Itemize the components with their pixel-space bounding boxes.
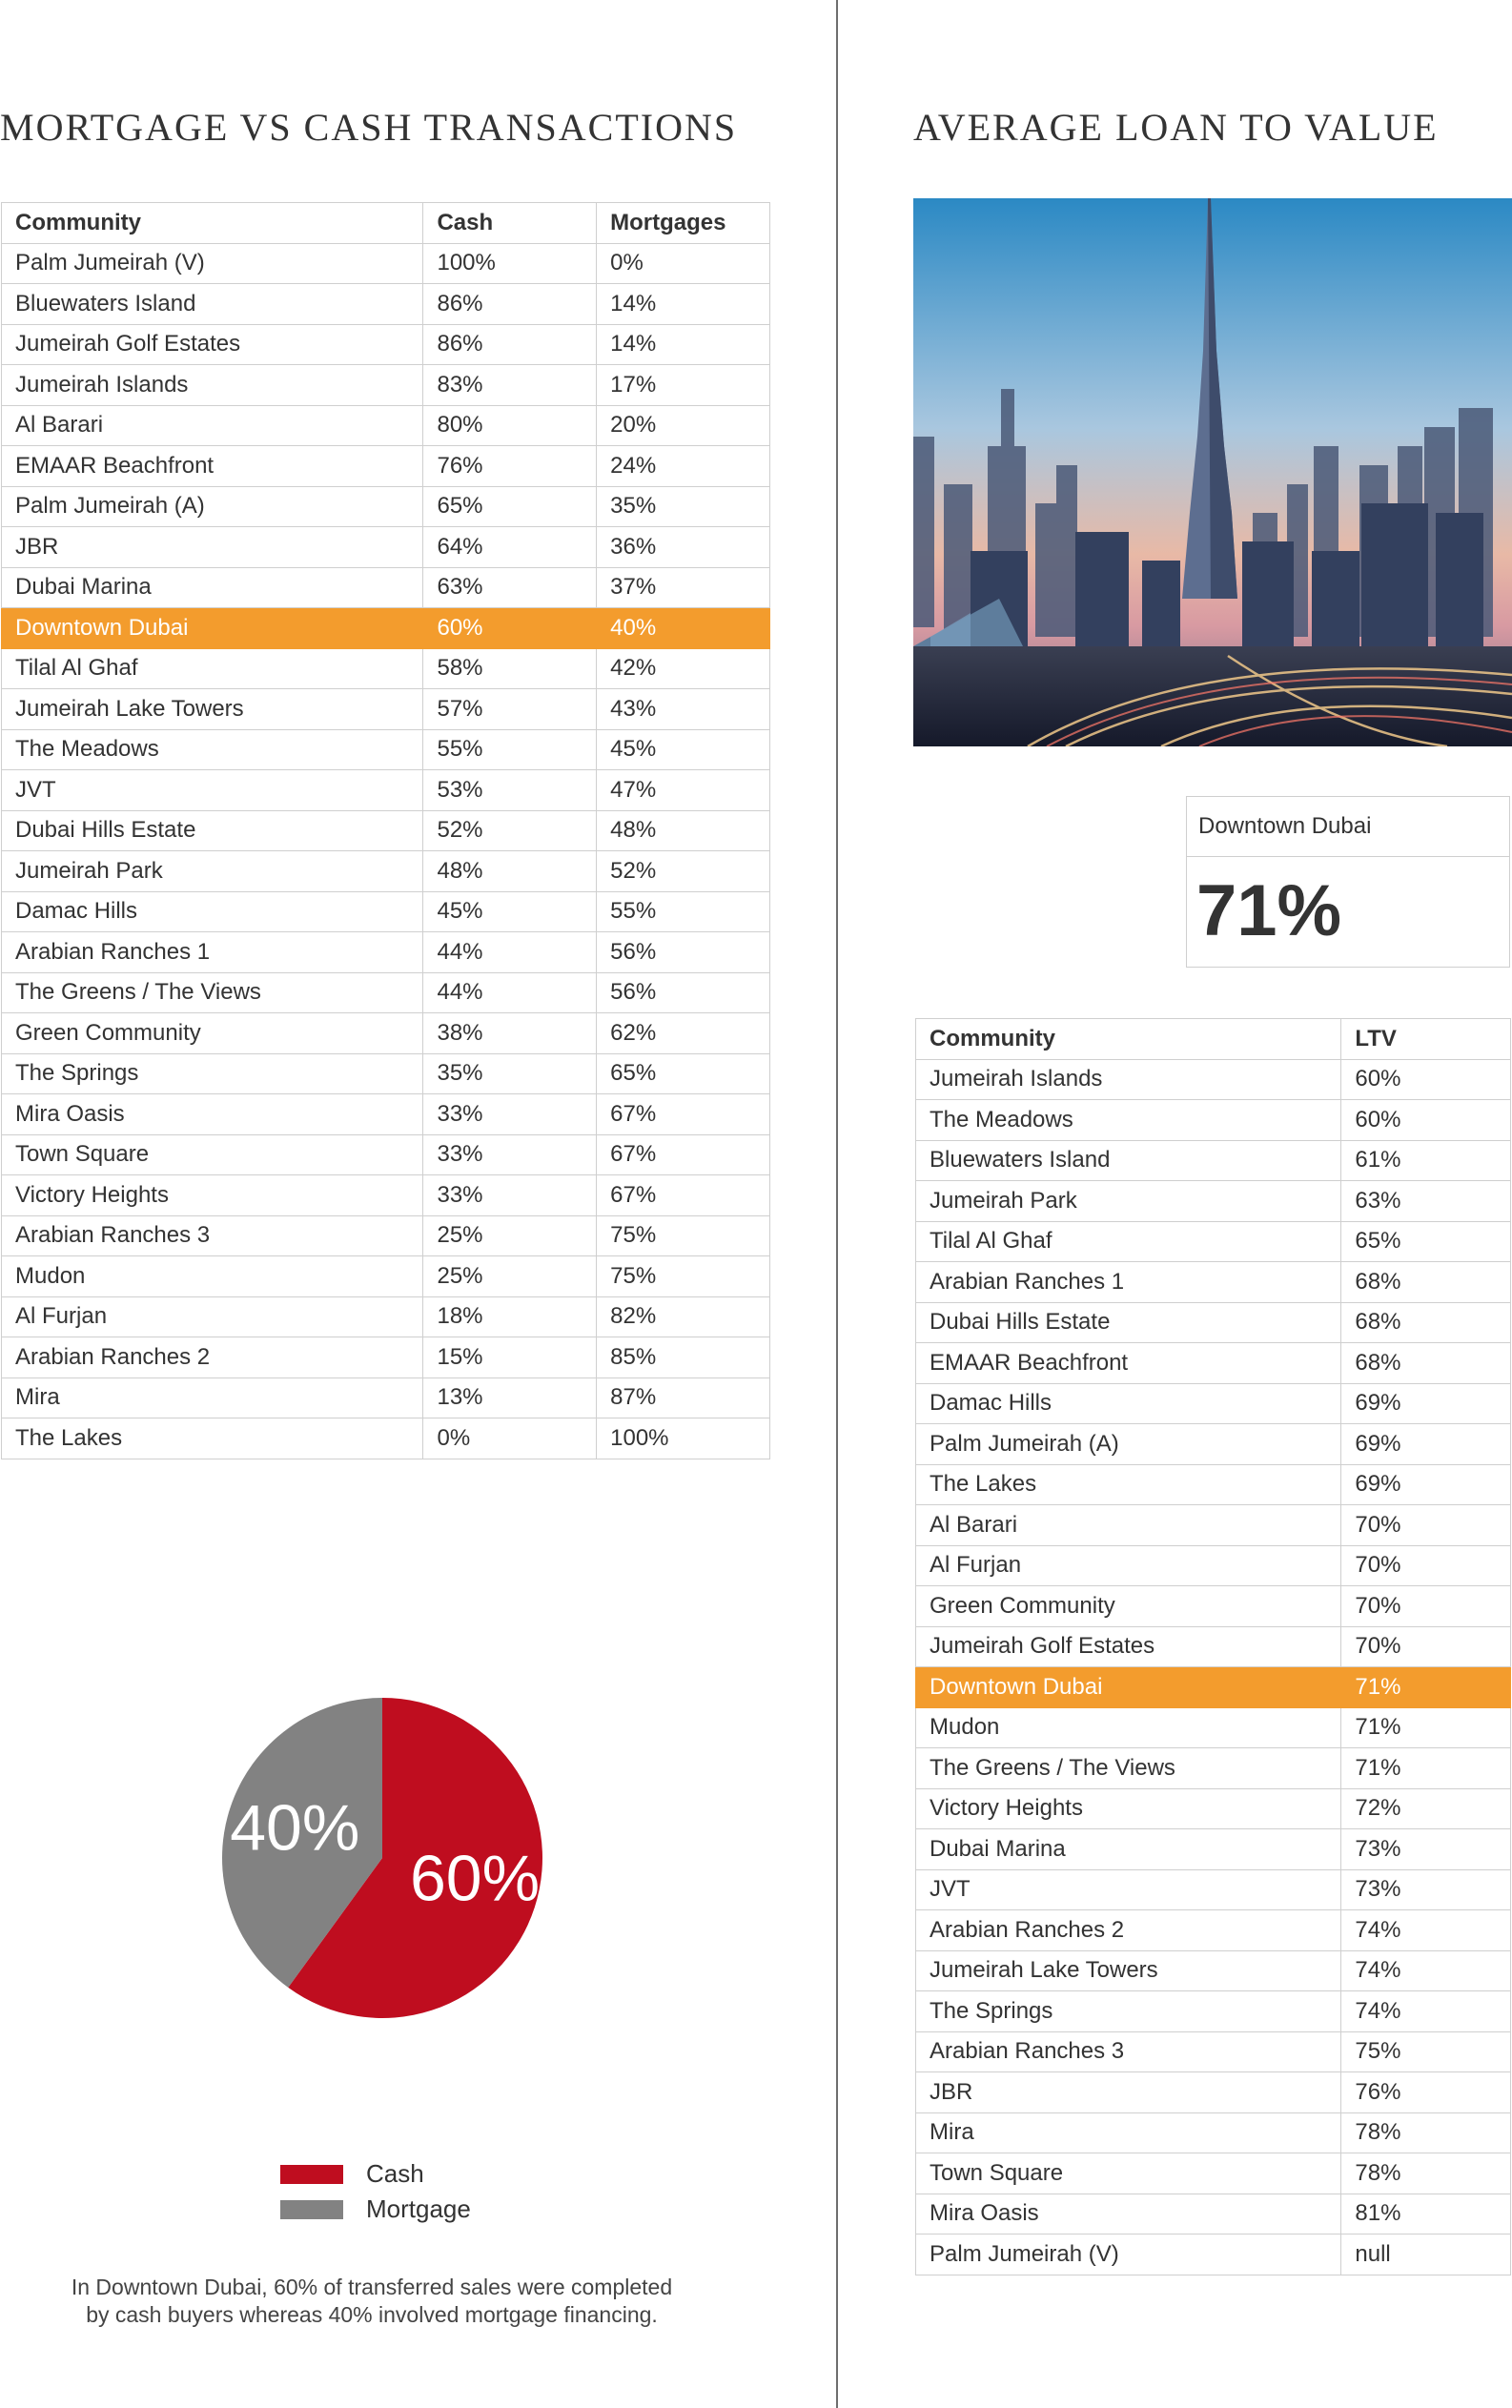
cell-community: JBR xyxy=(2,527,423,568)
cell-cash: 48% xyxy=(423,851,597,892)
cell-community: Arabian Ranches 1 xyxy=(916,1262,1341,1303)
cell-cash: 65% xyxy=(423,486,597,527)
table-row xyxy=(916,1140,1511,1181)
cell-community: Jumeirah Park xyxy=(2,851,423,892)
table-row xyxy=(2,446,770,487)
cell-cash: 45% xyxy=(423,891,597,932)
table-row xyxy=(916,1302,1511,1343)
table-row xyxy=(916,1383,1511,1424)
cell-mortgages: 40% xyxy=(597,608,770,649)
dubai-skyline-image xyxy=(913,198,1512,746)
cell-ltv: 72% xyxy=(1341,1788,1511,1829)
table-row xyxy=(916,1262,1511,1303)
cell-mortgages: 75% xyxy=(597,1256,770,1297)
cell-cash: 0% xyxy=(423,1418,597,1459)
cell-community: Town Square xyxy=(2,1134,423,1175)
cell-ltv: 69% xyxy=(1341,1464,1511,1505)
average-ltv-title: AVERAGE LOAN TO VALUE xyxy=(913,106,1439,149)
cell-ltv: 70% xyxy=(1341,1586,1511,1627)
legend-label-mortgage: Mortgage xyxy=(366,2194,471,2223)
cell-mortgages: 67% xyxy=(597,1094,770,1135)
cell-community: Al Furjan xyxy=(916,1545,1341,1586)
cell-community: Jumeirah Lake Towers xyxy=(916,1950,1341,1991)
cell-community: Mudon xyxy=(2,1256,423,1297)
cell-ltv: 71% xyxy=(1341,1667,1511,1708)
cell-mortgages: 85% xyxy=(597,1337,770,1378)
cell-ltv: 73% xyxy=(1341,1829,1511,1870)
cell-community: Victory Heights xyxy=(2,1175,423,1216)
cell-mortgages: 75% xyxy=(597,1215,770,1256)
legend-swatch-mortgage xyxy=(280,2200,343,2219)
table-row xyxy=(2,1215,770,1256)
cell-mortgages: 43% xyxy=(597,689,770,730)
cell-mortgages: 0% xyxy=(597,243,770,284)
table-row xyxy=(916,1221,1511,1262)
table-row xyxy=(2,851,770,892)
cell-ltv: 71% xyxy=(1341,1707,1511,1748)
cell-community: The Greens / The Views xyxy=(916,1748,1341,1789)
cell-ltv: 69% xyxy=(1341,1424,1511,1465)
cell-community: Bluewaters Island xyxy=(2,284,423,325)
pie-label-cash: 60% xyxy=(409,1842,541,1915)
table-row xyxy=(916,1424,1511,1465)
cell-cash: 44% xyxy=(423,972,597,1013)
cell-mortgages: 17% xyxy=(597,365,770,406)
cell-cash: 86% xyxy=(423,324,597,365)
cell-mortgages: 42% xyxy=(597,648,770,689)
downtown-ltv-card xyxy=(1186,796,1510,968)
table-row xyxy=(916,2235,1511,2275)
cell-community: Al Furjan xyxy=(2,1296,423,1337)
table-row xyxy=(916,1626,1511,1667)
column-divider xyxy=(836,0,838,2408)
cell-community: Damac Hills xyxy=(916,1383,1341,1424)
cell-mortgages: 55% xyxy=(597,891,770,932)
cell-cash: 100% xyxy=(423,243,597,284)
cell-ltv: 63% xyxy=(1341,1181,1511,1222)
cell-ltv: 60% xyxy=(1341,1100,1511,1141)
cell-cash: 38% xyxy=(423,1013,597,1054)
table-row xyxy=(916,1343,1511,1384)
cell-ltv: 68% xyxy=(1341,1343,1511,1384)
cell-mortgages: 52% xyxy=(597,851,770,892)
cell-cash: 64% xyxy=(423,527,597,568)
cell-cash: 60% xyxy=(423,608,597,649)
cell-mortgages: 82% xyxy=(597,1296,770,1337)
cell-mortgages: 48% xyxy=(597,810,770,851)
cell-community: Arabian Ranches 2 xyxy=(916,1910,1341,1951)
cell-ltv: 68% xyxy=(1341,1302,1511,1343)
cell-mortgages: 87% xyxy=(597,1377,770,1418)
cell-community: Palm Jumeirah (A) xyxy=(916,1424,1341,1465)
cell-community: Al Barari xyxy=(916,1505,1341,1546)
cell-mortgages: 100% xyxy=(597,1418,770,1459)
cell-cash: 55% xyxy=(423,729,597,770)
cell-cash: 18% xyxy=(423,1296,597,1337)
table-row xyxy=(2,891,770,932)
cell-community: Jumeirah Islands xyxy=(2,365,423,406)
pie-caption: In Downtown Dubai, 60% of transferred sales were completed by cash buyers whereas 40% involved mortgage financing. xyxy=(71,2275,673,2327)
cell-ltv: 78% xyxy=(1341,2112,1511,2153)
cell-cash: 53% xyxy=(423,770,597,811)
table-row xyxy=(916,1059,1511,1100)
cell-mortgages: 24% xyxy=(597,446,770,487)
cell-community: Tilal Al Ghaf xyxy=(916,1221,1341,1262)
cell-community: Arabian Ranches 3 xyxy=(916,2031,1341,2072)
cell-community: Palm Jumeirah (A) xyxy=(2,486,423,527)
cell-community: Palm Jumeirah (V) xyxy=(916,2235,1341,2275)
cell-community: Jumeirah Lake Towers xyxy=(2,689,423,730)
cell-ltv: 69% xyxy=(1341,1383,1511,1424)
table-row xyxy=(916,1788,1511,1829)
cell-ltv: 81% xyxy=(1341,2194,1511,2235)
table-row xyxy=(2,1418,770,1459)
cell-ltv: 68% xyxy=(1341,1262,1511,1303)
table-row-highlighted xyxy=(2,608,770,649)
cell-community: Mira Oasis xyxy=(2,1094,423,1135)
pie-label-mortgage: 40% xyxy=(230,1791,360,1865)
header-ltv: LTV xyxy=(1341,1019,1511,1060)
cell-community: Arabian Ranches 2 xyxy=(2,1337,423,1378)
cell-cash: 80% xyxy=(423,405,597,446)
cell-ltv: 70% xyxy=(1341,1505,1511,1546)
table-row xyxy=(916,1586,1511,1627)
cell-cash: 25% xyxy=(423,1256,597,1297)
cell-community: Town Square xyxy=(916,2153,1341,2194)
table-row xyxy=(2,1134,770,1175)
legend-item-mortgage xyxy=(280,2192,471,2227)
cell-community: The Meadows xyxy=(916,1100,1341,1141)
cell-community: The Springs xyxy=(916,1991,1341,2032)
cell-community: Jumeirah Park xyxy=(916,1181,1341,1222)
cell-cash: 83% xyxy=(423,365,597,406)
cell-community: Mudon xyxy=(916,1707,1341,1748)
cell-cash: 33% xyxy=(423,1175,597,1216)
mortgage-vs-cash-table xyxy=(1,202,770,1459)
table-row-highlighted xyxy=(916,1667,1511,1708)
cell-ltv: 74% xyxy=(1341,1950,1511,1991)
table-row xyxy=(916,1545,1511,1586)
cell-community: EMAAR Beachfront xyxy=(916,1343,1341,1384)
cell-cash: 15% xyxy=(423,1337,597,1378)
table-row xyxy=(2,729,770,770)
cell-mortgages: 14% xyxy=(597,284,770,325)
table-row xyxy=(2,932,770,973)
table-row xyxy=(916,2072,1511,2113)
cell-ltv: 74% xyxy=(1341,1991,1511,2032)
cell-ltv: 75% xyxy=(1341,2031,1511,2072)
table-row xyxy=(916,1950,1511,1991)
cell-mortgages: 62% xyxy=(597,1013,770,1054)
table-row xyxy=(916,1829,1511,1870)
cell-community: Mira Oasis xyxy=(916,2194,1341,2235)
table-row xyxy=(916,1181,1511,1222)
cell-community: Jumeirah Golf Estates xyxy=(2,324,423,365)
legend-item-cash xyxy=(280,2156,471,2192)
cell-community: Al Barari xyxy=(2,405,423,446)
cell-cash: 33% xyxy=(423,1134,597,1175)
table-row xyxy=(916,2153,1511,2194)
cell-mortgages: 67% xyxy=(597,1134,770,1175)
table-row xyxy=(2,972,770,1013)
table-row xyxy=(2,324,770,365)
cell-ltv: 65% xyxy=(1341,1221,1511,1262)
cell-community: The Greens / The Views xyxy=(2,972,423,1013)
cell-community: Dubai Marina xyxy=(916,1829,1341,1870)
cell-cash: 57% xyxy=(423,689,597,730)
cell-community: The Springs xyxy=(2,1053,423,1094)
cell-mortgages: 45% xyxy=(597,729,770,770)
legend-swatch-cash xyxy=(280,2165,343,2184)
cell-cash: 33% xyxy=(423,1094,597,1135)
header-mortgages: Mortgages xyxy=(597,203,770,244)
table-row xyxy=(2,810,770,851)
cell-cash: 44% xyxy=(423,932,597,973)
cell-mortgages: 56% xyxy=(597,932,770,973)
table-row xyxy=(2,1175,770,1216)
cell-ltv: 70% xyxy=(1341,1545,1511,1586)
table-row xyxy=(916,2112,1511,2153)
cell-community: The Lakes xyxy=(916,1464,1341,1505)
table-row xyxy=(2,405,770,446)
table-row xyxy=(2,1013,770,1054)
table-row xyxy=(916,1991,1511,2032)
cell-community: The Meadows xyxy=(2,729,423,770)
header-cash: Cash xyxy=(423,203,597,244)
table-row xyxy=(2,689,770,730)
cell-community: Victory Heights xyxy=(916,1788,1341,1829)
cell-community: EMAAR Beachfront xyxy=(2,446,423,487)
table-row xyxy=(916,1505,1511,1546)
table-row xyxy=(2,1377,770,1418)
cell-community: The Lakes xyxy=(2,1418,423,1459)
ltv-card-value: 71% xyxy=(1196,870,1342,951)
table-row xyxy=(916,2031,1511,2072)
table-row xyxy=(916,2194,1511,2235)
cell-ltv: 73% xyxy=(1341,1869,1511,1910)
table-row xyxy=(916,1869,1511,1910)
table-row xyxy=(2,243,770,284)
table-row xyxy=(916,1707,1511,1748)
cell-community: Palm Jumeirah (V) xyxy=(2,243,423,284)
table-header-row xyxy=(2,203,770,244)
cell-community: Dubai Marina xyxy=(2,567,423,608)
cell-community: Mira xyxy=(2,1377,423,1418)
cell-mortgages: 56% xyxy=(597,972,770,1013)
header-community: Community xyxy=(916,1019,1341,1060)
cash-mortgage-pie-chart xyxy=(122,1598,643,2118)
cell-ltv: 74% xyxy=(1341,1910,1511,1951)
cell-community: JBR xyxy=(916,2072,1341,2113)
cell-community: Green Community xyxy=(916,1586,1341,1627)
cell-mortgages: 20% xyxy=(597,405,770,446)
table-row xyxy=(2,1256,770,1297)
cell-community: JVT xyxy=(2,770,423,811)
cell-mortgages: 14% xyxy=(597,324,770,365)
legend-label-cash: Cash xyxy=(366,2159,424,2188)
table-row xyxy=(2,1053,770,1094)
cell-community: Downtown Dubai xyxy=(916,1667,1341,1708)
cell-ltv: 61% xyxy=(1341,1140,1511,1181)
cell-cash: 52% xyxy=(423,810,597,851)
cell-mortgages: 67% xyxy=(597,1175,770,1216)
cell-community: Damac Hills xyxy=(2,891,423,932)
cell-mortgages: 35% xyxy=(597,486,770,527)
cell-mortgages: 47% xyxy=(597,770,770,811)
table-row xyxy=(2,1094,770,1135)
cell-community: Mira xyxy=(916,2112,1341,2153)
cell-community: Tilal Al Ghaf xyxy=(2,648,423,689)
cell-community: Dubai Hills Estate xyxy=(916,1302,1341,1343)
cell-community: Dubai Hills Estate xyxy=(2,810,423,851)
cell-ltv: 76% xyxy=(1341,2072,1511,2113)
table-row xyxy=(2,1296,770,1337)
cell-mortgages: 65% xyxy=(597,1053,770,1094)
mortgage-vs-cash-title: MORTGAGE VS CASH TRANSACTIONS xyxy=(0,106,738,149)
table-row xyxy=(2,527,770,568)
cell-cash: 63% xyxy=(423,567,597,608)
cell-cash: 13% xyxy=(423,1377,597,1418)
cell-community: Downtown Dubai xyxy=(2,608,423,649)
ltv-card-label: Downtown Dubai xyxy=(1187,797,1509,857)
table-row xyxy=(2,284,770,325)
table-row xyxy=(916,1748,1511,1789)
cell-cash: 76% xyxy=(423,446,597,487)
ltv-table xyxy=(915,1018,1511,2275)
cell-cash: 25% xyxy=(423,1215,597,1256)
cell-ltv: 71% xyxy=(1341,1748,1511,1789)
cell-community: Green Community xyxy=(2,1013,423,1054)
cell-community: Jumeirah Golf Estates xyxy=(916,1626,1341,1667)
cell-community: Arabian Ranches 3 xyxy=(2,1215,423,1256)
header-community: Community xyxy=(2,203,423,244)
table-row xyxy=(2,770,770,811)
table-row xyxy=(2,486,770,527)
cell-ltv: 70% xyxy=(1341,1626,1511,1667)
cell-community: Bluewaters Island xyxy=(916,1140,1341,1181)
cell-ltv: 78% xyxy=(1341,2153,1511,2194)
table-row xyxy=(2,648,770,689)
table-row xyxy=(916,1910,1511,1951)
cell-community: Jumeirah Islands xyxy=(916,1059,1341,1100)
table-header-row xyxy=(916,1019,1511,1060)
cell-community: JVT xyxy=(916,1869,1341,1910)
cell-mortgages: 37% xyxy=(597,567,770,608)
cell-ltv: null xyxy=(1341,2235,1511,2275)
table-row xyxy=(2,1337,770,1378)
table-row xyxy=(916,1100,1511,1141)
table-row xyxy=(916,1464,1511,1505)
cell-cash: 58% xyxy=(423,648,597,689)
cell-cash: 86% xyxy=(423,284,597,325)
cell-community: Arabian Ranches 1 xyxy=(2,932,423,973)
cell-cash: 35% xyxy=(423,1053,597,1094)
table-row xyxy=(2,365,770,406)
cell-ltv: 60% xyxy=(1341,1059,1511,1100)
table-row xyxy=(2,567,770,608)
pie-legend xyxy=(280,2156,471,2227)
cell-mortgages: 36% xyxy=(597,527,770,568)
